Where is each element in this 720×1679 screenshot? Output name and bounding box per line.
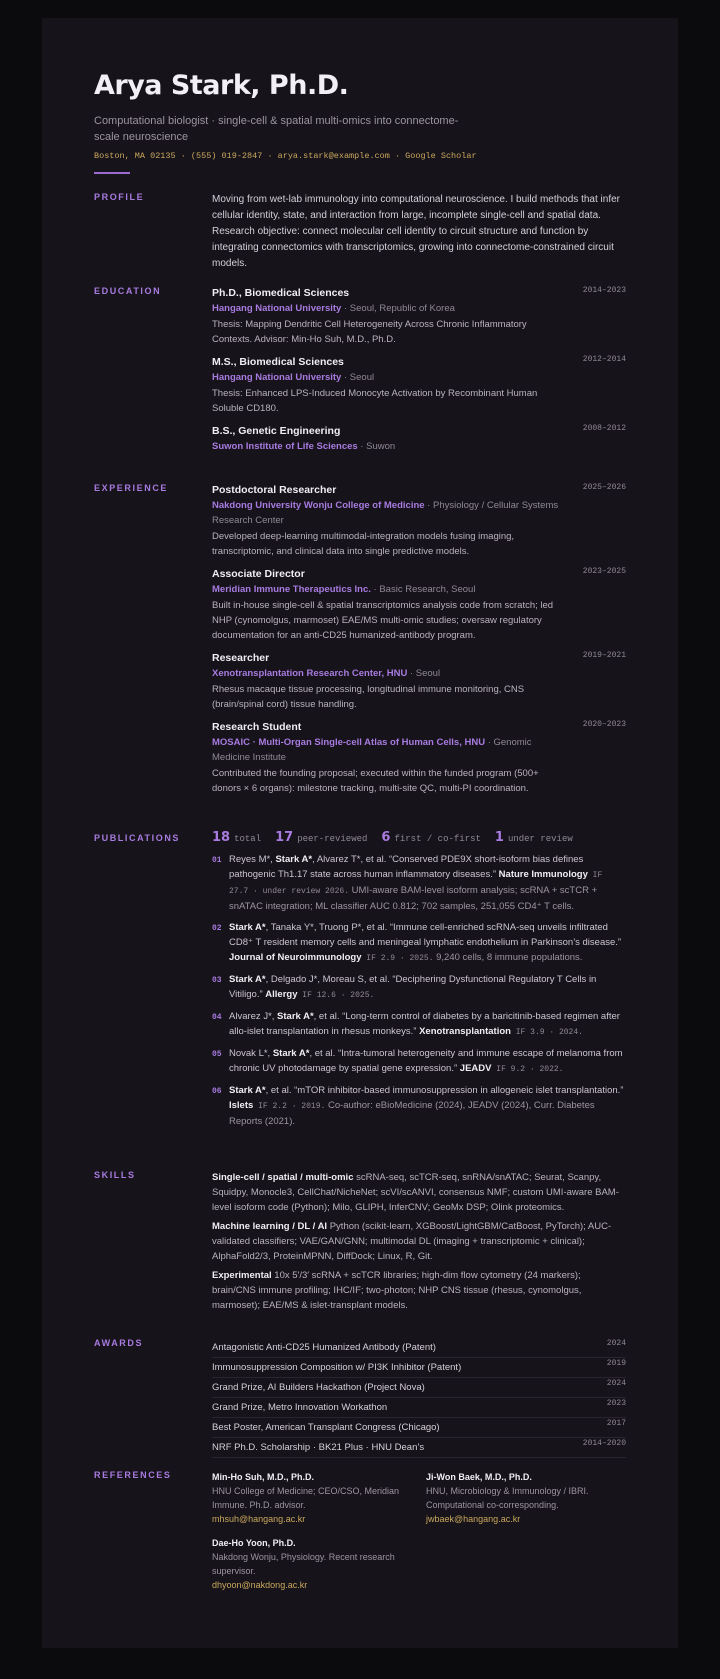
entry-title: M.S., Biomedical Sciences xyxy=(212,356,344,368)
organization-name: Hangang National University xyxy=(212,372,342,383)
entry-description: Thesis: Mapping Dendritic Cell Heterogeneity Across Chronic Inflammatory Contexts. Advisor: Min-Ho Suh, M.D., Ph.D. xyxy=(212,319,527,345)
reference-email[interactable]: dhyoon@nakdong.ac.kr xyxy=(212,1580,308,1590)
experience-list xyxy=(212,483,626,804)
organization-name: Nakdong University Wonju College of Medicine xyxy=(212,500,425,511)
reference-item xyxy=(426,1470,616,1526)
stat-number: 1 xyxy=(494,830,504,845)
publication-note: Co-author: eBioMedicine (2024), JEADV (2024), Curr. Diabetes Reports (2021). xyxy=(229,1100,595,1127)
entry-description: Built in-house single-cell & spatial transcriptomics analysis code from scratch; led NHP (cynomolgus, marmoset) EAE/MS multi-omic studies; oversaw regulatory documentation for an anti-CD25 humanized-antibody program. xyxy=(212,600,554,641)
publication-self-author: Stark A* xyxy=(275,854,313,865)
publication-item xyxy=(212,1046,626,1077)
references-list xyxy=(212,1470,626,1600)
award-title: Grand Prize, Metro Innovation Workathon xyxy=(212,1402,388,1413)
publication-meta: IF 27.7 · under review 2026. xyxy=(229,871,603,896)
publication-item xyxy=(212,920,626,966)
references-section xyxy=(94,1470,626,1600)
publication-journal: Xenotransplantation xyxy=(419,1026,511,1037)
reference-item xyxy=(212,1470,402,1526)
publication-self-author: Stark A* xyxy=(229,974,266,985)
organization-location: · Seoul xyxy=(341,372,375,383)
skill-text: 10x 5′/3′ scRNA + scTCR libraries; high-dim flow cytometry (24 markers); brain/CNS immune profiling; IHC/IF; two-photon; NHP CNS tissue (rhesus, cynomolgus, marmoset); EAE/MS & islet-transplant models. xyxy=(212,1270,582,1311)
reference-name: Ji-Won Baek, M.D., Ph.D. xyxy=(426,1472,532,1482)
reference-item xyxy=(212,1536,402,1592)
award-year: 2019 xyxy=(606,1359,626,1368)
publication-citation: , Tanaka Y*, Truong P*, et al. “Immune cell-enriched scRNA-seq unveils infiltrated CD8⁺ T resident memory cells and meningeal lymphatic endothelium in Parkinson’s disease.” xyxy=(229,922,622,948)
organization-name: Hangang National University xyxy=(212,303,342,314)
skill-text: scRNA-seq, scTCR-seq, snRNA/snATAC; Seurat, Scanpy, Squidpy, Monocle3, CellChat/NicheNet; scVI/scANVI, consensus NMF; custom UMI-aware BAM-level isoform code (Python); Milo, GLIPH, InferCNV; GeoMx DSP; Olink proteomics. xyxy=(212,1172,619,1213)
organization-location: · Basic Research, Seoul xyxy=(370,584,476,595)
publication-meta: IF 12.6 · 2025. xyxy=(297,991,375,1000)
award-item xyxy=(212,1358,626,1378)
award-title: Grand Prize, AI Builders Hackathon (Project Nova) xyxy=(212,1382,425,1393)
entry-date: 2012–2014 xyxy=(582,355,626,364)
publication-stat xyxy=(494,830,573,845)
stat-number: 18 xyxy=(212,830,231,845)
candidate-tagline: Computational biologist · single-cell & spatial multi-omics into connectome-scale neuroscience xyxy=(94,115,459,143)
entry-date: 2020–2023 xyxy=(582,720,626,729)
organization-location: · Suwon xyxy=(357,441,396,452)
entry-organization-line xyxy=(212,301,562,316)
publication-number: 06 xyxy=(212,1087,222,1096)
award-item xyxy=(212,1338,626,1358)
publication-citation: , Alvarez T*, et al. “Conserved PDE9X short-isoform bias defines pathogenic Th1.17 state across human inflammatory diseases.” xyxy=(229,854,584,880)
entry-description: Developed deep-learning multimodal-integration models fusing imaging, transcriptomic, and clinical data into single predictive models. xyxy=(212,531,515,557)
section-label: EXPERIENCE xyxy=(94,483,169,493)
organization-location: · Seoul, Republic of Korea xyxy=(341,303,455,314)
award-year: 2017 xyxy=(606,1419,626,1428)
entry-title: Postdoctoral Researcher xyxy=(212,484,337,496)
section-label: SKILLS xyxy=(94,1170,136,1180)
award-title: Immunosuppression Composition w/ PI3K Inhibitor (Patent) xyxy=(212,1362,462,1373)
publication-stat xyxy=(381,830,481,845)
stat-label: first / co-first xyxy=(394,834,481,844)
publication-meta: IF 2.2 · 2019. xyxy=(253,1102,326,1111)
publication-note: UMI-aware BAM-level isoform analysis; scRNA + scTCR + snATAC integration; ML classifier AUC 0.812; 702 samples, 251,055 CD4⁺ T cells. xyxy=(229,885,598,912)
entry-date: 2025–2026 xyxy=(582,483,626,492)
publication-item xyxy=(212,852,626,914)
resume-page xyxy=(42,18,678,1648)
section-label: AWARDS xyxy=(94,1338,144,1348)
stat-label: peer-reviewed xyxy=(297,834,368,844)
award-title: Antagonistic Anti-CD25 Humanized Antibody (Patent) xyxy=(212,1342,436,1353)
publication-citation: , Delgado J*, Moreau S, et al. “Deciphering Dysfunctional Regulatory T Cells in Vitiligo.” xyxy=(229,974,597,1000)
skill-item xyxy=(212,1219,626,1264)
publication-item xyxy=(212,1083,626,1129)
resume-header xyxy=(94,70,634,161)
organization-location: · Seoul xyxy=(407,668,441,679)
stat-label: total xyxy=(234,834,262,844)
publication-self-author: Stark A* xyxy=(277,1011,314,1022)
publication-citation: , et al. “Intra-tumoral heterogeneity and immune escape of melanoma from chronic UV photodamage by spatial gene expression.” xyxy=(229,1048,623,1074)
entry-title: Ph.D., Biomedical Sciences xyxy=(212,287,350,299)
publication-authors-pre: Alvarez J*, xyxy=(229,1011,278,1022)
award-item xyxy=(212,1438,626,1458)
organization-location: · Genomic Medicine Institute xyxy=(212,737,532,763)
entry-date: 2023–2025 xyxy=(582,567,626,576)
candidate-name: Arya Stark, Ph.D. xyxy=(94,70,349,101)
reference-name: Dae-Ho Yoon, Ph.D. xyxy=(212,1538,296,1548)
award-item xyxy=(212,1418,626,1438)
organization-name: Xenotransplantation Research Center, HNU xyxy=(212,668,408,679)
publication-number: 03 xyxy=(212,976,222,985)
awards-list xyxy=(212,1338,626,1458)
publication-authors-pre: Novak L*, xyxy=(229,1048,273,1059)
award-item xyxy=(212,1398,626,1418)
header-divider xyxy=(94,172,130,174)
stat-number: 17 xyxy=(275,830,294,845)
publication-journal: Nature Immunology xyxy=(498,869,588,880)
section-label: PROFILE xyxy=(94,192,145,202)
publication-self-author: Stark A* xyxy=(272,1048,310,1059)
entry-organization-line xyxy=(212,666,562,681)
entry-organization-line xyxy=(212,439,562,454)
stat-label: under review xyxy=(507,834,573,844)
profile-text: Moving from wet-lab immunology into computational neuroscience. I build methods that infer cellular identity, state, and interaction from large, incomplete single-cell and spatial data. Research objective: connect molecular cell identity to circuit structure and function by integrating connectomics with transcriptomics, growing into connectome-constrained circuit models. xyxy=(212,194,620,269)
skill-heading: Single-cell / spatial / multi-omic xyxy=(212,1172,354,1183)
skill-heading: Experimental xyxy=(212,1270,272,1281)
publication-meta: IF 2.9 · 2025. xyxy=(361,954,434,963)
publication-list xyxy=(212,852,626,1129)
award-year: 2023 xyxy=(606,1399,626,1408)
publication-stat xyxy=(275,830,368,845)
education-list xyxy=(212,286,626,462)
entry-title: Researcher xyxy=(212,652,270,664)
award-title: Best Poster, American Transplant Congress (Chicago) xyxy=(212,1422,440,1433)
organization-location: · Physiology / Cellular Systems Research Center xyxy=(212,500,559,526)
publication-number: 05 xyxy=(212,1050,222,1059)
skill-heading: Machine learning / DL / AI xyxy=(212,1221,328,1232)
entry-date: 2014–2023 xyxy=(582,286,626,295)
award-year: 2014–2020 xyxy=(582,1439,626,1448)
publication-number: 01 xyxy=(212,856,222,865)
publication-journal: JEADV xyxy=(459,1063,492,1074)
publication-stats xyxy=(212,830,626,852)
publication-stat xyxy=(212,830,262,845)
publication-number: 02 xyxy=(212,924,222,933)
section-label: PUBLICATIONS xyxy=(94,833,181,843)
publication-item xyxy=(212,972,626,1003)
entry-organization-line xyxy=(212,735,562,765)
entry-date: 2019–2021 xyxy=(582,651,626,660)
organization-name: MOSAIC · Multi-Organ Single-cell Atlas of Human Cells, HNU xyxy=(212,737,486,748)
skill-item xyxy=(212,1170,626,1215)
publication-number: 04 xyxy=(212,1013,222,1022)
publication-meta: IF 3.9 · 2024. xyxy=(510,1028,583,1037)
reference-name: Min-Ho Suh, M.D., Ph.D. xyxy=(212,1472,314,1482)
publication-item xyxy=(212,1009,626,1040)
section-label: REFERENCES xyxy=(94,1470,172,1480)
award-year: 2024 xyxy=(606,1379,626,1388)
award-title: NRF Ph.D. Scholarship · BK21 Plus · HNU Dean’s xyxy=(212,1442,425,1453)
entry-organization-line xyxy=(212,582,562,597)
education-entry xyxy=(212,424,626,454)
organization-name: Meridian Immune Therapeutics Inc. xyxy=(212,584,371,595)
entry-date: 2008–2012 xyxy=(582,424,626,433)
publication-self-author: Stark A* xyxy=(229,1085,266,1096)
reference-affiliation: HNU, Microbiology & Immunology / IBRI. Computational co-corresponding. xyxy=(426,1486,589,1510)
skills-list xyxy=(212,1170,626,1317)
entry-description: Thesis: Enhanced LPS-Induced Monocyte Activation by Recombinant Human Soluble CD180. xyxy=(212,388,538,414)
reference-affiliation: HNU College of Medicine; CEO/CSO, Meridian Immune. Ph.D. advisor. xyxy=(212,1486,400,1510)
entry-organization-line xyxy=(212,498,562,528)
section-label: EDUCATION xyxy=(94,286,162,296)
reference-email[interactable]: mhsuh@hangang.ac.kr xyxy=(212,1514,306,1524)
entry-description: Rhesus macaque tissue processing, longitudinal immune monitoring, CNS (brain/spinal cord) tissue handling. xyxy=(212,684,525,710)
publication-self-author: Stark A* xyxy=(229,922,266,933)
entry-description: Contributed the founding proposal; executed within the funded program (500+ donors × 6 organs): milestone tracking, multi-site QC, multi-PI coordination. xyxy=(212,768,539,794)
experience-entry xyxy=(212,720,626,796)
publication-citation: , et al. “Long-term control of diabetes by a baricitinib-based regimen after allo-islet transplantation in rhesus monkeys.” xyxy=(229,1011,620,1037)
contact-line[interactable]: Boston, MA 02135 · (555) 019-2847 · arya.stark@example.com · Google Scholar xyxy=(94,151,477,161)
publication-journal: Islets xyxy=(229,1100,254,1111)
entry-title: Associate Director xyxy=(212,568,305,580)
education-entry xyxy=(212,286,626,347)
skill-text: Python (scikit-learn, XGBoost/LightGBM/CatBoost, PyTorch); AUC-validated classifiers; VAE/GAN/GNN; multimodal DL (imaging + transcriptomic + clinical); AlphaFold2/3, ProteinMPNN, DiffDock; Linux, R, Git. xyxy=(212,1221,612,1262)
experience-entry xyxy=(212,483,626,559)
stat-number: 6 xyxy=(381,830,391,845)
reference-email[interactable]: jwbaek@hangang.ac.kr xyxy=(426,1514,521,1524)
experience-entry xyxy=(212,651,626,712)
award-item xyxy=(212,1378,626,1398)
entry-title: B.S., Genetic Engineering xyxy=(212,425,341,437)
reference-affiliation: Nakdong Wonju, Physiology. Recent research supervisor. xyxy=(212,1552,395,1576)
education-entry xyxy=(212,355,626,416)
publication-meta: IF 9.2 · 2022. xyxy=(491,1065,564,1074)
entry-organization-line xyxy=(212,370,562,385)
publication-journal: Allergy xyxy=(265,989,298,1000)
experience-entry xyxy=(212,567,626,643)
organization-name: Suwon Institute of Life Sciences xyxy=(212,441,358,452)
publication-note: 9,240 cells, 8 immune populations. xyxy=(433,952,583,963)
publication-authors-pre: Reyes M*, xyxy=(229,854,276,865)
publication-citation: , et al. “mTOR inhibitor-based immunosuppression in allogeneic islet transplantation.” xyxy=(265,1085,624,1096)
award-year: 2024 xyxy=(606,1339,626,1348)
publication-journal: Journal of Neuroimmunology xyxy=(229,952,362,963)
skill-item xyxy=(212,1268,626,1313)
entry-title: Research Student xyxy=(212,721,302,733)
